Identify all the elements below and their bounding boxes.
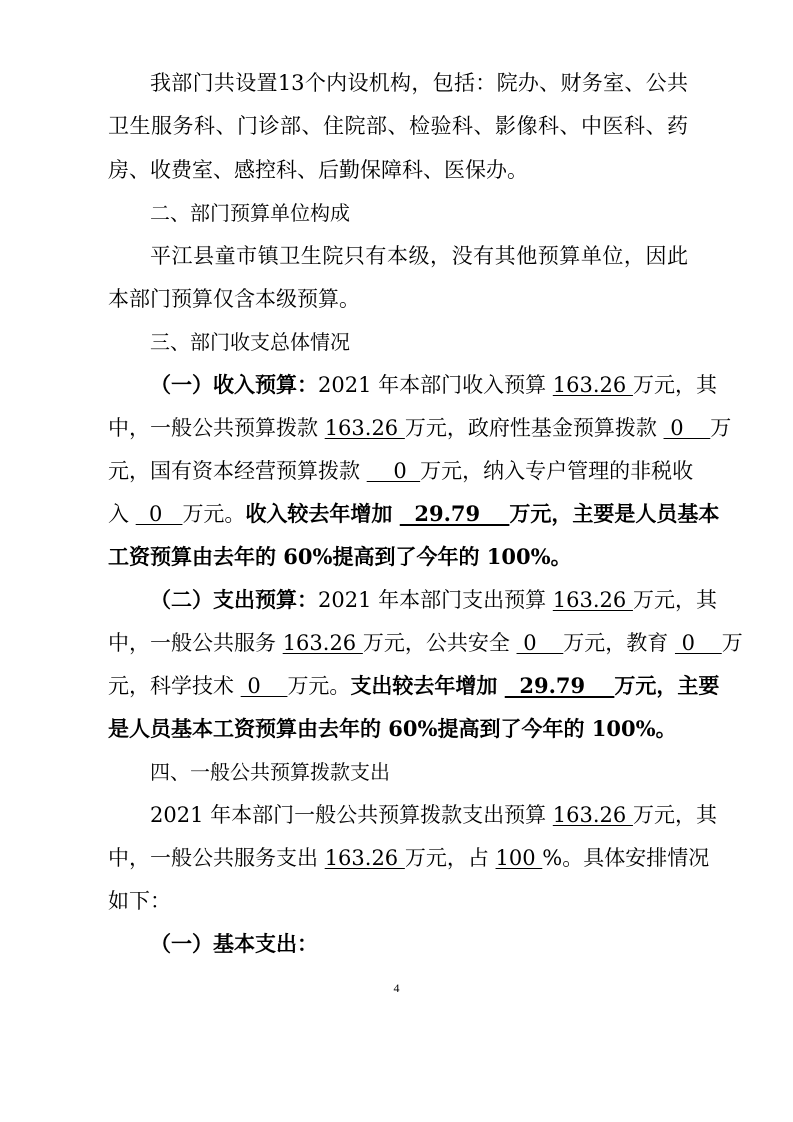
text: 万元。 [287, 674, 351, 698]
section-heading: 四、一般公共预算拨款支出 [150, 760, 390, 784]
paragraph-line [108, 408, 732, 448]
paragraph-line [108, 537, 688, 577]
text: 卫生服务科、门诊部、住院部、检验科、影像科、中医科、药 [108, 114, 688, 138]
text: 万元，公共安全 [362, 631, 517, 655]
text: 中，一般公共服务支出 [108, 846, 325, 870]
text: 万元。 [182, 502, 246, 526]
text: 万 [710, 416, 732, 440]
paragraph-line [150, 795, 717, 835]
text: 中，一般公共预算拨款 [108, 416, 325, 440]
value: 100 [495, 846, 543, 870]
paragraph-line [108, 451, 694, 491]
paragraph-line [108, 881, 688, 921]
text: 万元，教育 [563, 631, 675, 655]
bold-text: 是人员基本工资预算由去年的 60%提高到了今年的 100%。 [108, 716, 677, 741]
page-number: 4 [393, 981, 400, 995]
text: 房、收费室、感控科、后勤保障科、医保办。 [108, 158, 528, 182]
value: 0 [366, 459, 421, 483]
value: 163.26 [324, 416, 405, 440]
text: 元，国有资本经营预算拨款 [108, 459, 367, 483]
value: 163.26 [552, 373, 633, 397]
paragraph-line [150, 365, 717, 405]
section-heading: 三、部门收支总体情况 [150, 330, 350, 354]
text: 元，科学技术 [108, 674, 241, 698]
text: 万元，其 [632, 803, 717, 827]
paragraph-line [150, 63, 688, 103]
text: 本部门预算仅含本级预算。 [108, 287, 360, 311]
subheading: （一）基本支出： [150, 931, 318, 956]
paragraph-line [108, 150, 688, 190]
text: 万元，占 [404, 846, 496, 870]
bold-text: 万元，主要是人员基本 [509, 501, 720, 526]
value: 163.26 [552, 588, 633, 612]
bold-text: 收入较去年增加 [245, 501, 400, 526]
paragraph-line [108, 494, 720, 534]
bold-text: 万元，主要 [614, 673, 720, 698]
text: 万元，其 [632, 588, 717, 612]
text: 入 [108, 502, 136, 526]
text: 2021 年本部门一般公共预算拨款支出预算 [150, 803, 553, 827]
paragraph-line [108, 666, 720, 706]
section-heading: 二、部门预算单位构成 [150, 201, 350, 225]
paragraph-line [150, 580, 717, 620]
text: %。具体安排情况 [542, 846, 710, 870]
text: 万元，其 [632, 373, 717, 397]
value: 0 [240, 674, 288, 698]
value: 0 [663, 416, 711, 440]
text: 万元，政府性基金预算拨款 [404, 416, 664, 440]
value: 163.26 [324, 846, 405, 870]
text: 我部门共设置13个内设机构，包括：院办、财务室、公共 [150, 71, 688, 95]
subheading-label: （一）收入预算： [150, 372, 318, 397]
value: 163.26 [552, 803, 633, 827]
paragraph-line [108, 279, 688, 319]
paragraph-line [108, 106, 688, 146]
paragraph-line [150, 236, 688, 276]
paragraph-line [108, 838, 710, 878]
text: 万元，纳入专户管理的非税收 [420, 459, 694, 483]
value: 0 [674, 631, 722, 655]
paragraph-line [108, 623, 743, 663]
value: 163.26 [282, 631, 363, 655]
value: 0 [135, 502, 183, 526]
text: 万 [721, 631, 743, 655]
bold-text: 支出较去年增加 [350, 673, 505, 698]
text: 2021 年本部门支出预算 [318, 588, 553, 612]
subheading-label: （二）支出预算： [150, 587, 318, 612]
value: 29.79 [504, 673, 615, 698]
text: 中，一般公共服务 [108, 631, 283, 655]
text: 平江县童市镇卫生院只有本级，没有其他预算单位，因此 [150, 244, 688, 268]
value: 29.79 [399, 501, 510, 526]
text: 2021 年本部门收入预算 [318, 373, 553, 397]
paragraph-line [108, 709, 688, 749]
value: 0 [516, 631, 564, 655]
text: 如下： [108, 889, 171, 913]
bold-text: 工资预算由去年的 60%提高到了今年的 100%。 [108, 544, 572, 569]
